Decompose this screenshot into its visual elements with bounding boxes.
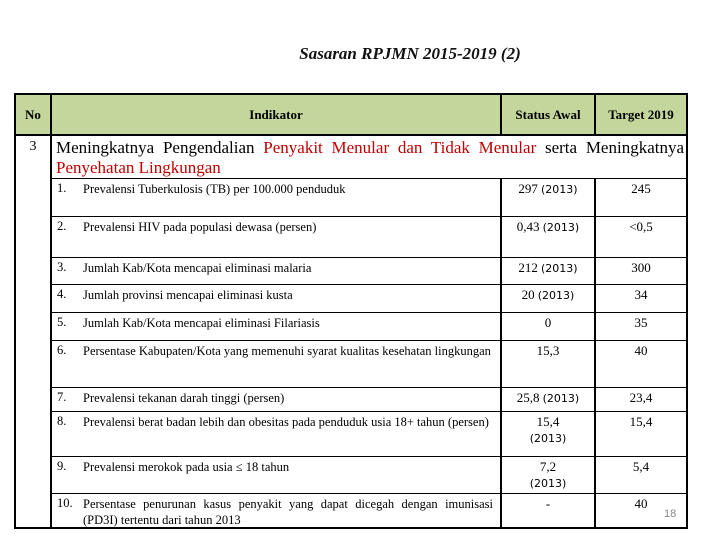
status-year: (2013): [542, 221, 580, 234]
header-no: No: [14, 93, 52, 136]
indicator-cell: [50, 340, 502, 388]
heading-highlight: Penyakit Menular dan Tidak Menular: [263, 138, 537, 157]
indicator-cell: [50, 411, 502, 457]
row-number: 5.: [57, 315, 67, 329]
indicator-cell: [50, 216, 502, 258]
target-cell: 40: [594, 493, 688, 529]
status-value: 25,8: [516, 390, 540, 405]
indicator-cell: [50, 284, 502, 313]
status-year: (2013): [529, 432, 567, 445]
indicator-cell: [50, 257, 502, 285]
page-number: 18: [664, 508, 677, 520]
header-indikator: Indikator: [50, 93, 502, 136]
heading-highlight: Penyehatan Lingkungan: [56, 158, 221, 177]
target-cell: 5,4: [594, 456, 688, 494]
status-year: (2013): [541, 183, 578, 196]
slide-title: Sasaran RPJMN 2015-2019 (2): [299, 44, 521, 63]
status-awal-cell: [500, 387, 596, 412]
status-value: -: [545, 496, 551, 511]
status-awal-cell: [500, 216, 596, 258]
status-value: 212: [518, 260, 538, 275]
target-cell: 245: [594, 178, 688, 217]
row-number: 6.: [57, 343, 67, 357]
row-number: 3.: [57, 260, 67, 274]
status-year: (2013): [529, 477, 567, 490]
status-year: (2013): [537, 289, 575, 302]
target-cell: 40: [594, 340, 688, 388]
status-awal-cell: [500, 257, 596, 285]
status-awal-cell: [500, 493, 596, 529]
indicator-text: Prevalensi Tuberkulosis (TB) per 100.000 penduduk: [83, 182, 346, 196]
target-cell: 35: [594, 312, 688, 341]
status-year: (2013): [541, 262, 578, 275]
indicator-cell: [50, 312, 502, 341]
section-heading: [56, 138, 684, 178]
header-status-awal: Status Awal: [500, 93, 596, 136]
status-year: (2013): [542, 392, 580, 405]
status-value: 20: [521, 287, 535, 302]
heading-text: Meningkatnya Pengendalian: [56, 138, 264, 157]
indicator-text: Jumlah provinsi mencapai eliminasi kusta: [83, 288, 293, 302]
indicator-text: Prevalensi tekanan darah tinggi (persen): [83, 391, 285, 405]
status-value: 0: [544, 315, 552, 330]
heading-text: serta Meningkatnya: [536, 138, 685, 157]
status-awal-cell: [500, 411, 596, 457]
row-number: 4.: [57, 287, 67, 301]
indicator-cell: [50, 493, 502, 529]
status-value: 7,2: [539, 459, 557, 474]
target-cell: 300: [594, 257, 688, 285]
indicator-text: Persentase Kabupaten/Kota yang memenuhi syarat kualitas kesehatan lingkungan: [83, 344, 491, 358]
indicator-cell: [50, 178, 502, 217]
row-number: 9.: [57, 459, 67, 473]
indicator-cell: [50, 456, 502, 494]
status-value: 15,3: [536, 343, 560, 358]
indicator-text: Jumlah Kab/Kota mencapai eliminasi malaria: [83, 261, 312, 275]
status-awal-cell: [500, 178, 596, 217]
target-cell: 23,4: [594, 387, 688, 412]
status-awal-cell: [500, 312, 596, 341]
row-number: 7.: [57, 390, 67, 404]
status-value: 15,4: [536, 414, 560, 429]
status-value: 0,43: [516, 219, 540, 234]
indicator-text: Prevalensi HIV pada populasi dewasa (persen): [83, 220, 317, 234]
indicator-text: Prevalensi merokok pada usia ≤ 18 tahun: [83, 460, 290, 474]
target-cell: 15,4: [594, 411, 688, 457]
row-number: 2.: [57, 219, 67, 233]
target-cell: 34: [594, 284, 688, 313]
indicator-text: Prevalensi berat badan lebih dan obesitas pada penduduk usia 18+ tahun (persen): [83, 415, 489, 429]
status-awal-cell: [500, 456, 596, 494]
row-number: 10.: [57, 496, 73, 510]
section-number: 3: [14, 134, 52, 529]
status-value: 297: [518, 181, 538, 196]
header-target: Target 2019: [594, 93, 688, 136]
indicator-cell: [50, 387, 502, 412]
row-number: 8.: [57, 414, 67, 428]
row-number: 1.: [57, 181, 67, 195]
status-awal-cell: [500, 284, 596, 313]
indicator-text: Jumlah Kab/Kota mencapai eliminasi Filariasis: [83, 316, 320, 330]
status-awal-cell: [500, 340, 596, 388]
indicator-text: Persentase penurunan kasus penyakit yang dapat dicegah dengan imunisasi (PD3I) tertentu dari tahun 2013: [83, 497, 493, 527]
target-cell: <0,5: [594, 216, 688, 258]
